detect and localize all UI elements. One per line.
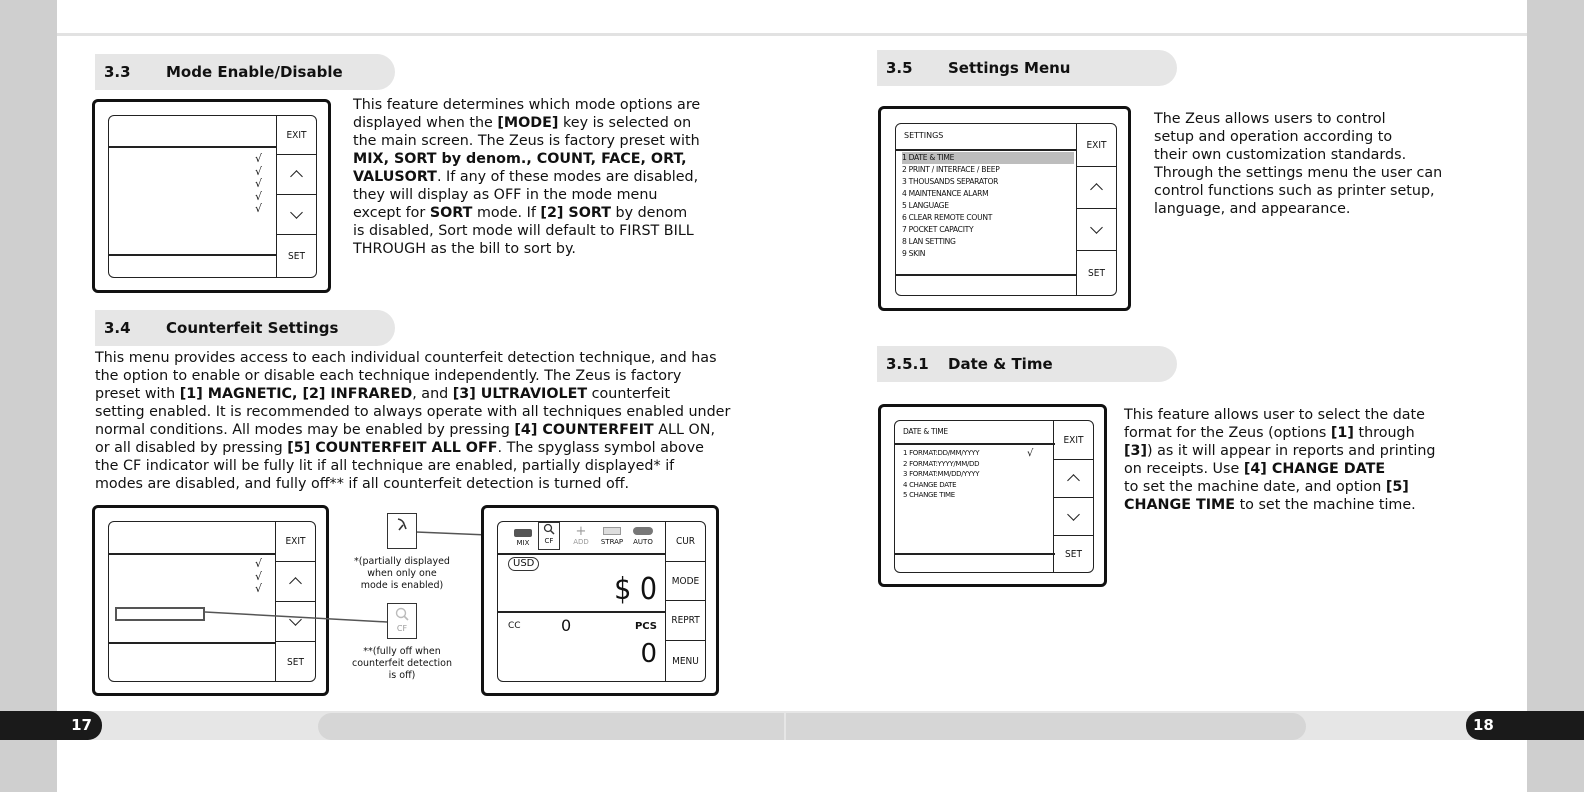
section-title: Settings Menu (948, 59, 1071, 77)
auto-indicator: AUTO (630, 525, 656, 546)
add-indicator: + ADD (570, 525, 592, 546)
off-spyglass-icon (387, 603, 417, 639)
menu-button[interactable]: MENU (665, 641, 705, 682)
menu-item[interactable]: 4 MAINTENANCE ALARM (902, 189, 989, 198)
section-3-5-text (1154, 110, 1442, 218)
text-line: format for the Zeus (options [1] through (1124, 425, 1415, 441)
menu-item[interactable]: 5 LANGUAGE (902, 201, 949, 210)
menu-item[interactable]: 9 SKIN (902, 249, 926, 258)
partial-spyglass-icon-svg (392, 514, 412, 536)
text-line: modes are disabled, and fully off** if all counterfeit detection is turned off. (95, 476, 630, 492)
footer-pill-right (786, 713, 1306, 740)
magnifier-icon (542, 523, 556, 535)
pcs-value: 0 (640, 639, 657, 669)
exit-button[interactable]: EXIT (1076, 124, 1116, 167)
up-button[interactable] (1053, 460, 1093, 498)
down-button[interactable] (1076, 209, 1116, 251)
report-button[interactable]: REPRT (665, 601, 705, 641)
section-number: 3.5.1 (886, 355, 929, 373)
partial-display-note (352, 556, 452, 592)
section-number: 3.3 (104, 63, 131, 81)
screen-header: DATE & TIME (903, 427, 948, 436)
menu-item[interactable]: 2 PRINT / INTERFACE / BEEP (902, 165, 1000, 174)
footer-pill-left (318, 713, 784, 740)
partial-spyglass-icon (387, 513, 417, 549)
cc-value: 0 (561, 616, 572, 635)
set-button[interactable]: SET (1076, 251, 1116, 295)
chevron-down-icon (1090, 221, 1103, 234)
chevron-down-icon (1067, 508, 1080, 521)
note-line: **(fully off when (363, 646, 441, 657)
menu-item[interactable]: 7 POCKET CAPACITY (902, 225, 974, 234)
text-line: the main screen. The Zeus is factory preset with (353, 133, 700, 149)
set-button[interactable]: SET (1053, 536, 1093, 572)
text-line: The Zeus allows users to control (1154, 111, 1386, 127)
check-mark: √ (255, 189, 263, 203)
exit-button[interactable]: EXIT (1053, 421, 1093, 460)
page-number-right: 18 (1466, 711, 1584, 740)
note-line: *(partially displayed (354, 556, 450, 567)
text-line: This feature determines which mode options are (353, 97, 701, 113)
check-mark: √ (255, 569, 263, 583)
strap-indicator: STRAP (599, 525, 625, 546)
text-line: preset with [1] MAGNETIC, [2] INFRARED, and [3] ULTRAVIOLET counterfeit (95, 386, 671, 402)
section-number: 3.5 (886, 59, 913, 77)
menu-item[interactable]: 1 FORMAT:DD/MM/YYYY (903, 449, 980, 457)
text-line: MIX, SORT by denom., COUNT, FACE, ORT, (353, 151, 687, 167)
magnifier-off-icon (392, 606, 412, 622)
text-line: setup and operation according to (1154, 129, 1393, 145)
text-line: VALUSORT. If any of these modes are disabled, (353, 169, 699, 185)
date-time-screen (894, 420, 1094, 573)
fully-off-note (352, 646, 452, 682)
section-number: 3.4 (104, 319, 131, 337)
selected-check: √ (1027, 448, 1034, 459)
text-line: [3]) as it will appear in reports and printing (1124, 443, 1436, 459)
check-mark: √ (255, 164, 263, 178)
plus-icon: + (575, 524, 587, 539)
text-line: control functions such as printer setup, (1154, 183, 1435, 199)
text-line: normal conditions. All modes may be enabled by pressing [4] COUNTERFEIT ALL ON, (95, 422, 715, 438)
pcs-label: PCS (634, 621, 657, 632)
main-screen (497, 521, 706, 682)
menu-item[interactable]: 8 LAN SETTING (902, 237, 956, 246)
text-line: the option to enable or disable each technique independently. The Zeus is factory (95, 368, 682, 384)
cf-label: CF (396, 624, 408, 633)
date-time-device (878, 404, 1107, 587)
mode-button[interactable]: MODE (665, 562, 705, 601)
text-line: Through the settings menu the user can (1154, 165, 1443, 181)
section-3-5-1-header (877, 346, 1177, 382)
check-mark: √ (255, 582, 263, 595)
down-button[interactable] (1053, 498, 1093, 536)
exit-button[interactable]: EXIT (276, 116, 316, 155)
cur-button[interactable]: CUR (665, 522, 705, 562)
screen-header: SETTINGS (904, 131, 944, 140)
menu-item[interactable]: 3 FORMAT:MM/DD/YYYY (903, 470, 980, 478)
menu-item[interactable]: 5 CHANGE TIME (903, 491, 955, 499)
text-line: This menu provides access to each individual counterfeit detection technique, and has (95, 350, 717, 366)
chevron-up-icon (1090, 183, 1103, 196)
set-button[interactable]: SET (275, 642, 315, 682)
page-number-left: 17 (0, 711, 102, 740)
check-mark: √ (255, 202, 263, 215)
menu-item[interactable]: 3 THOUSANDS SEPARATOR (902, 177, 999, 186)
text-line: setting enabled. It is recommended to always operate with all techniques enabled under (95, 404, 731, 420)
note-line: counterfeit detection (352, 658, 452, 669)
menu-item[interactable]: 4 CHANGE DATE (903, 480, 957, 489)
check-mark: √ (255, 557, 263, 570)
section-3-5-1-text (1124, 406, 1435, 514)
cf-indicator: CF (538, 522, 560, 550)
text-line: or all disabled by pressing [5] COUNTERFEIT ALL OFF. The spyglass symbol above (95, 440, 704, 456)
note-line: is off) (388, 670, 416, 681)
exit-button[interactable]: EXIT (275, 522, 315, 562)
set-button[interactable]: SET (276, 235, 316, 277)
text-line: to set the machine date, and option [5] (1124, 479, 1409, 495)
note-line: when only one (367, 568, 437, 579)
menu-item[interactable]: 1 DATE & TIME (902, 152, 1074, 164)
main-screen-device (481, 505, 719, 696)
note-line: mode is enabled) (360, 580, 444, 591)
menu-item[interactable]: 6 CLEAR REMOTE COUNT (902, 213, 993, 222)
text-line: This feature allows user to select the date (1124, 407, 1425, 423)
text-line: CHANGE TIME to set the machine time. (1124, 497, 1416, 513)
currency-badge: USD (508, 557, 539, 571)
amount-display: $ 0 (614, 572, 657, 607)
text-line: is disabled, Sort mode will default to FIRST BILL (353, 223, 694, 239)
settings-menu-list (902, 152, 1074, 260)
up-button[interactable] (1076, 167, 1116, 209)
section-3-5-header (877, 50, 1177, 86)
section-title: Counterfeit Settings (166, 319, 339, 337)
text-line: on receipts. Use [4] CHANGE DATE (1124, 461, 1386, 477)
cc-label: CC (508, 621, 521, 631)
text-line: they will display as OFF in the mode menu (353, 187, 658, 203)
text-line: displayed when the [MODE] key is selected on (353, 115, 692, 131)
settings-menu-screen (895, 123, 1117, 296)
check-mark: √ (255, 152, 263, 165)
text-line: THROUGH as the bill to sort by. (353, 241, 576, 257)
section-title: Mode Enable/Disable (166, 63, 343, 81)
text-line: except for SORT mode. If [2] SORT by denom (353, 205, 688, 221)
text-line: the CF indicator will be fully lit if all technique are enabled, partially displayed* if (95, 458, 675, 474)
mix-indicator: MIX (512, 525, 534, 547)
settings-menu-device (878, 106, 1131, 311)
text-line: their own customization standards. (1154, 147, 1407, 163)
menu-item[interactable]: 2 FORMAT:YYYY/MM/DD (903, 459, 980, 468)
chevron-up-icon (1067, 474, 1080, 487)
section-title: Date & Time (948, 355, 1053, 373)
check-mark: √ (255, 177, 263, 190)
text-line: language, and appearance. (1154, 201, 1351, 217)
